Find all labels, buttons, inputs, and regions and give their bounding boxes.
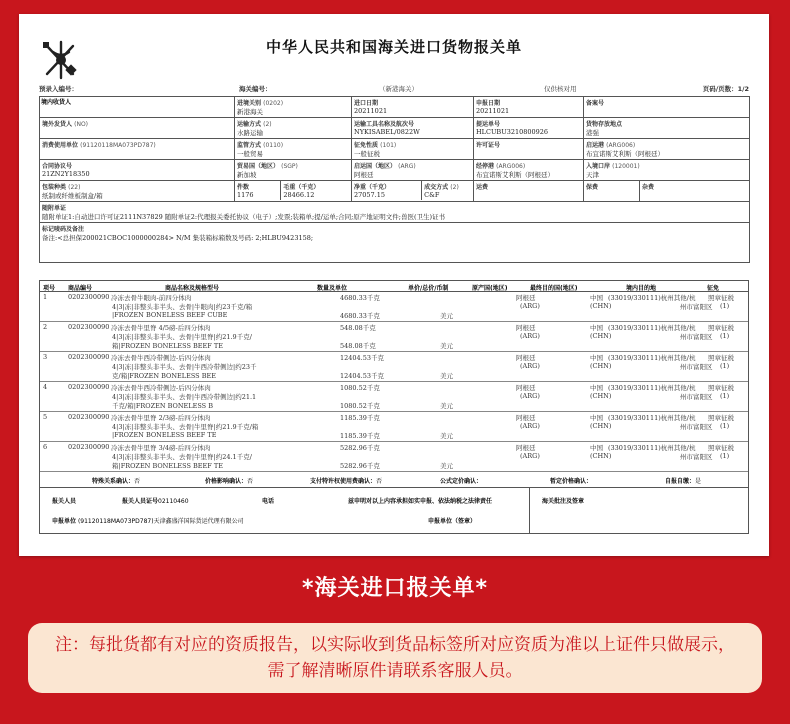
- phone-label: 电话: [262, 498, 275, 505]
- goods-origin-code: (ARG): [520, 422, 540, 430]
- goods-levy: 照章征税: [708, 324, 734, 332]
- document-title: 中华人民共和国海关进口货物报关单: [265, 38, 522, 56]
- goods-currency: 美元: [440, 372, 453, 380]
- goods-code: 0202300090: [68, 353, 110, 361]
- declarant-label: 报关人员: [52, 498, 77, 505]
- net-value: 27057.15: [354, 191, 386, 199]
- col-price: 单价/总价/币制: [408, 285, 449, 292]
- customs-declaration-paper: [19, 14, 769, 556]
- declare-date-cell: 申报日期 20211021: [474, 97, 584, 118]
- goods-levy: 照章征税: [708, 414, 734, 422]
- goods-district: (33019/330111)杭州其他/杭: [608, 444, 696, 452]
- vessel-cell: 运输工具名称及航次号 NYKISABEL/0822W: [352, 118, 474, 139]
- goods-origin: 阿根廷: [516, 444, 536, 452]
- pieces-gross-cell: [235, 181, 352, 202]
- terms-value: C&F: [424, 191, 440, 199]
- table-row: [40, 322, 748, 352]
- contract-cell: 合同协议号 21ZN2Y18350: [40, 160, 235, 181]
- goods-currency: 美元: [440, 402, 453, 410]
- transit-port-cell: 经停港 (ARG006) 布宜诺斯艾利斯（阿根廷）: [474, 160, 584, 181]
- freight-cell: 运费: [474, 181, 584, 202]
- goods-code: 0202300090: [68, 293, 110, 301]
- goods-name-line3: 克/箱|FROZEN BONELESS BEE: [112, 372, 216, 380]
- goods-levy-code: (1): [720, 392, 730, 400]
- goods-qty-declared: 4680.33千克: [340, 312, 380, 320]
- goods-origin-code: (ARG): [520, 452, 540, 460]
- goods-no: 5: [43, 413, 48, 421]
- goods-qty-declared: 12404.53千克: [340, 372, 385, 380]
- goods-currency: 美元: [440, 312, 453, 320]
- goods-name-line3: 箱|FROZEN BONELESS BEEF TE: [112, 342, 223, 350]
- goods-qty-legal: 5282.96千克: [340, 444, 380, 452]
- goods-district2: 州市富阳区: [680, 393, 713, 401]
- confirm-row: [40, 472, 748, 488]
- goods-name-line3: |FROZEN BONELESS BEEF CUBE: [112, 311, 228, 319]
- goods-name-line3: 箱|FROZEN BONELESS BEEF TE: [112, 462, 223, 470]
- unit-seal-label: 申报单位（签章）: [428, 518, 477, 525]
- goods-qty-declared: 1185.39千克: [340, 432, 380, 440]
- goods-origin: 阿根廷: [516, 324, 536, 332]
- col-name: 商品名称及规格型号: [165, 285, 220, 292]
- table-row: [40, 352, 748, 382]
- statement: 兹申明对以上内容承担如实申报、依法纳税之法律责任: [348, 498, 493, 505]
- net-terms-cell: 净重（千克） 27057.15 成交方式 (2) C&F: [352, 181, 474, 202]
- goods-levy: 照章征税: [708, 354, 734, 362]
- terms-label: 成交方式: [424, 184, 449, 191]
- disclaimer-note: 注：每批货都有对应的资质报告，以实际收到货品标签所对应资质为准以上证件只做展示，需了解清晰原件请联系客服人员。: [28, 623, 762, 693]
- goods-district: (33019/330111)杭州其他/杭: [608, 324, 696, 332]
- goods-levy-code: (1): [720, 332, 730, 340]
- goods-code: 0202300090: [68, 383, 110, 391]
- price-value: 否: [247, 478, 254, 485]
- goods-dest: 中国: [590, 384, 603, 392]
- entry-port-cell: 进境关别 (0202) 新港海关: [235, 97, 352, 118]
- gross-value: 28466.12: [283, 191, 315, 199]
- goods-qty-legal: 12404.53千克: [340, 354, 385, 362]
- table-row: [40, 382, 748, 412]
- bl-cell: 提运单号 HLCUBU3210800926: [474, 118, 584, 139]
- goods-code: 0202300090: [68, 443, 110, 451]
- goods-district2: 州市富阳区: [680, 333, 713, 341]
- declaration-footer: [39, 472, 749, 534]
- goods-qty-legal: 1080.52千克: [340, 384, 380, 392]
- goods-district: (33019/330111)杭州其他/杭: [608, 294, 696, 302]
- goods-name-line2: 4|3|冻|非整头非半头、去骨|牛西冷带侧边|约21.1: [112, 393, 257, 401]
- goods-name-line2: 4|3|冻|非整头非半头、去骨|牛里脊|约21.9千克/: [112, 333, 252, 341]
- self-value: 是: [695, 478, 702, 485]
- formula-label: 公式定价确认：: [440, 478, 483, 485]
- origin-country-cell: 启运国（地区） (ARG) 阿根廷: [352, 160, 474, 181]
- goods-code: 0202300090: [68, 413, 110, 421]
- goods-name-line2: 4|3|冻|非整头非半头、去骨|牛里脊|约21.9千克/箱: [112, 423, 259, 431]
- goods-no: 2: [43, 323, 48, 331]
- goods-levy: 照章征税: [708, 384, 734, 392]
- goods-dest: 中国: [590, 414, 603, 422]
- royalty-value: 否: [376, 478, 383, 485]
- goods-district: (33019/330111)杭州其他/杭: [608, 354, 696, 362]
- goods-district2: 州市富阳区: [680, 363, 713, 371]
- pieces-label: 件数: [237, 184, 250, 191]
- col-district: 境内目的地: [626, 285, 657, 292]
- header-line: [39, 84, 749, 94]
- port-note: （新港海关）: [379, 85, 418, 93]
- consignee-content: [41, 97, 231, 106]
- goods-dest-code: (CHN): [590, 422, 612, 430]
- goods-dest: 中国: [590, 354, 603, 362]
- unit-label: 申报单位: [52, 518, 77, 525]
- marks-cell: 标记唛码及备注 备注:<总担保200021CBOC1000000284> N/M 集装箱标箱数及号码: 2;HLBU9423158;: [40, 223, 750, 263]
- goods-levy-code: (1): [720, 302, 730, 310]
- goods-dest: 中国: [590, 444, 603, 452]
- consignor-cell: 境外发货人 (NO): [40, 118, 235, 139]
- goods-district2: 州市富阳区: [680, 303, 713, 311]
- col-dest: 最终目的国(地区): [530, 285, 578, 292]
- table-row: [40, 292, 748, 322]
- goods-dest-code: (CHN): [590, 452, 612, 460]
- goods-levy-code: (1): [720, 452, 730, 460]
- goods-origin-code: (ARG): [520, 302, 540, 310]
- goods-name-line1: 冷冻去骨牛里脊 2/3磅-后四分体肉: [111, 414, 211, 422]
- goods-levy: 照章征税: [708, 294, 734, 302]
- goods-dest-code: (CHN): [590, 302, 612, 310]
- goods-origin-code: (ARG): [520, 332, 540, 340]
- goods-dest-code: (CHN): [590, 362, 612, 370]
- goods-qty-declared: 1080.52千克: [340, 402, 380, 410]
- goods-qty-declared: 548.08千克: [340, 342, 376, 350]
- goods-name-line1: 冷冻去骨牛西冷带侧边-后四分体肉: [111, 354, 211, 362]
- goods-origin: 阿根廷: [516, 354, 536, 362]
- goods-no: 4: [43, 383, 48, 391]
- approval-label: 海关批注及签章: [542, 498, 585, 505]
- declarant-cert-label: 报关人员证号: [122, 498, 159, 505]
- goods-dest-code: (CHN): [590, 332, 612, 340]
- royalty-label: 支付特许权使用费确认：: [310, 478, 377, 485]
- declarant-cert-value: 02110460: [158, 498, 189, 505]
- goods-levy: 照章征税: [708, 444, 734, 452]
- goods-name-line2: 4|3|冻|非整头非半头、去骨|牛眼肉|约23千克/箱: [112, 303, 253, 311]
- goods-table: [39, 280, 749, 472]
- goods-currency: 美元: [440, 462, 453, 470]
- col-levy: 征免: [707, 285, 720, 292]
- goods-origin: 阿根廷: [516, 414, 536, 422]
- unit-value: (91120118MA073PD787)天津鑫盛洋国际货运代理有限公司: [77, 518, 244, 525]
- goods-name-line1: 冷冻去骨牛里脊 3/4磅-后四分体肉: [111, 444, 211, 452]
- goods-no: 3: [43, 353, 48, 361]
- goods-no: 1: [43, 293, 48, 301]
- special-label: 特殊关系确认：: [92, 478, 135, 485]
- goods-origin: 阿根廷: [516, 384, 536, 392]
- attached-docs-cell: 随附单证 随附单证1:自动进口许可证2111N37829 随附单证2:代理报关委托协议（电子）;发票;装箱单;提/运单;合同;原产地证明文件;兽医(卫生)证书: [40, 202, 750, 223]
- col-qty: 数量及单位: [317, 285, 348, 292]
- goods-name-line3: 千克/箱|FROZEN BONELESS B: [112, 402, 213, 410]
- goods-name-line2: 4|3|冻|非整头非半头、去骨|牛西冷带侧边|约23千: [112, 363, 257, 371]
- customs-no: 海关编号：: [239, 85, 272, 93]
- print-note: 仅供核对用: [544, 85, 577, 93]
- table-row: [40, 412, 748, 442]
- goods-district: (33019/330111)杭州其他/杭: [608, 414, 696, 422]
- self-label: 自报自缴：: [665, 478, 696, 485]
- gross-label: 毛重（千克）: [283, 184, 320, 191]
- goods-name-line3: |FROZEN BONELESS BEEF TE: [112, 431, 217, 439]
- departure-port-cell: 启运港 (ARG006) 布宜诺斯艾利斯（阿根廷）: [584, 139, 750, 160]
- goods-qty-legal: 4680.33千克: [340, 294, 380, 302]
- goods-name-line1: 冷冻去骨牛里脊 4/5磅-后四分体肉: [111, 324, 211, 332]
- pack-cell: 包装种类 (22) 纸制或纤维板制盒/箱: [40, 181, 235, 202]
- pre-entry-no: 预录入编号：: [39, 85, 78, 93]
- goods-origin: 阿根廷: [516, 294, 536, 302]
- goods-origin-code: (ARG): [520, 392, 540, 400]
- misc-cell: 杂费: [640, 181, 750, 202]
- price-label: 价格影响确认：: [205, 478, 248, 485]
- goods-name-line1: 冷冻去骨牛西冷带侧边-后四分体肉: [111, 384, 211, 392]
- trade-country-cell: 贸易国（地区） (SGP) 新加坡: [235, 160, 352, 181]
- entry-port2-cell: 入境口岸 (120001) 天津: [584, 160, 750, 181]
- page-indicator: 页码/页数：1/2: [702, 85, 749, 93]
- goods-district2: 州市富阳区: [680, 423, 713, 431]
- goods-origin-code: (ARG): [520, 362, 540, 370]
- special-value: 否: [134, 478, 141, 485]
- record-no-cell: 备案号: [584, 97, 750, 118]
- license-cell: 许可证号: [474, 139, 584, 160]
- goods-name-line1: 冷冻去骨牛眼肉-前四分体肉: [111, 294, 192, 302]
- goods-levy-code: (1): [720, 362, 730, 370]
- insurance-cell: 保费: [584, 181, 640, 202]
- goods-currency: 美元: [440, 432, 453, 440]
- net-label: 净重（千克）: [354, 184, 391, 191]
- declaration-header-table: [39, 96, 750, 263]
- goods-dest-code: (CHN): [590, 392, 612, 400]
- storage-cell: 货物存放地点 港强: [584, 118, 750, 139]
- goods-levy-code: (1): [720, 422, 730, 430]
- col-no: 项号: [43, 285, 56, 292]
- consumer-cell: 消费使用单位 (91120118MA073PD787): [40, 139, 235, 160]
- col-code: 商品编号: [68, 285, 93, 292]
- table-row: [40, 442, 748, 472]
- supervision-cell: 监管方式 (0110) 一般贸易: [235, 139, 352, 160]
- goods-district: (33019/330111)杭州其他/杭: [608, 384, 696, 392]
- col-origin: 原产国(地区): [472, 285, 508, 292]
- goods-dest: 中国: [590, 324, 603, 332]
- goods-qty-legal: 1185.39千克: [340, 414, 380, 422]
- goods-currency: 美元: [440, 342, 453, 350]
- goods-header: [40, 281, 748, 292]
- transport-cell: 运输方式 (2) 水路运输: [235, 118, 352, 139]
- goods-code: 0202300090: [68, 323, 110, 331]
- goods-no: 6: [43, 443, 48, 451]
- caption-title: *海关进口报关单*: [301, 576, 488, 601]
- provisional-label: 暂定价格确认：: [550, 478, 593, 485]
- import-date-cell: 进口日期 20211021: [352, 97, 474, 118]
- goods-name-line2: 4|3|冻|非整头非半头、去骨|牛里脊|约24.1千克/: [112, 453, 252, 461]
- levy-nature-cell: 征免性质 (101) 一般征税: [352, 139, 474, 160]
- consignee-label: 境内收货人: [41, 99, 72, 106]
- goods-qty-declared: 5282.96千克: [340, 462, 380, 470]
- declarant-block: [40, 488, 530, 534]
- goods-qty-legal: 548.08千克: [340, 324, 376, 332]
- goods-district2: 州市富阳区: [680, 453, 713, 461]
- goods-dest: 中国: [590, 294, 603, 302]
- pieces-value: 1176: [237, 191, 254, 199]
